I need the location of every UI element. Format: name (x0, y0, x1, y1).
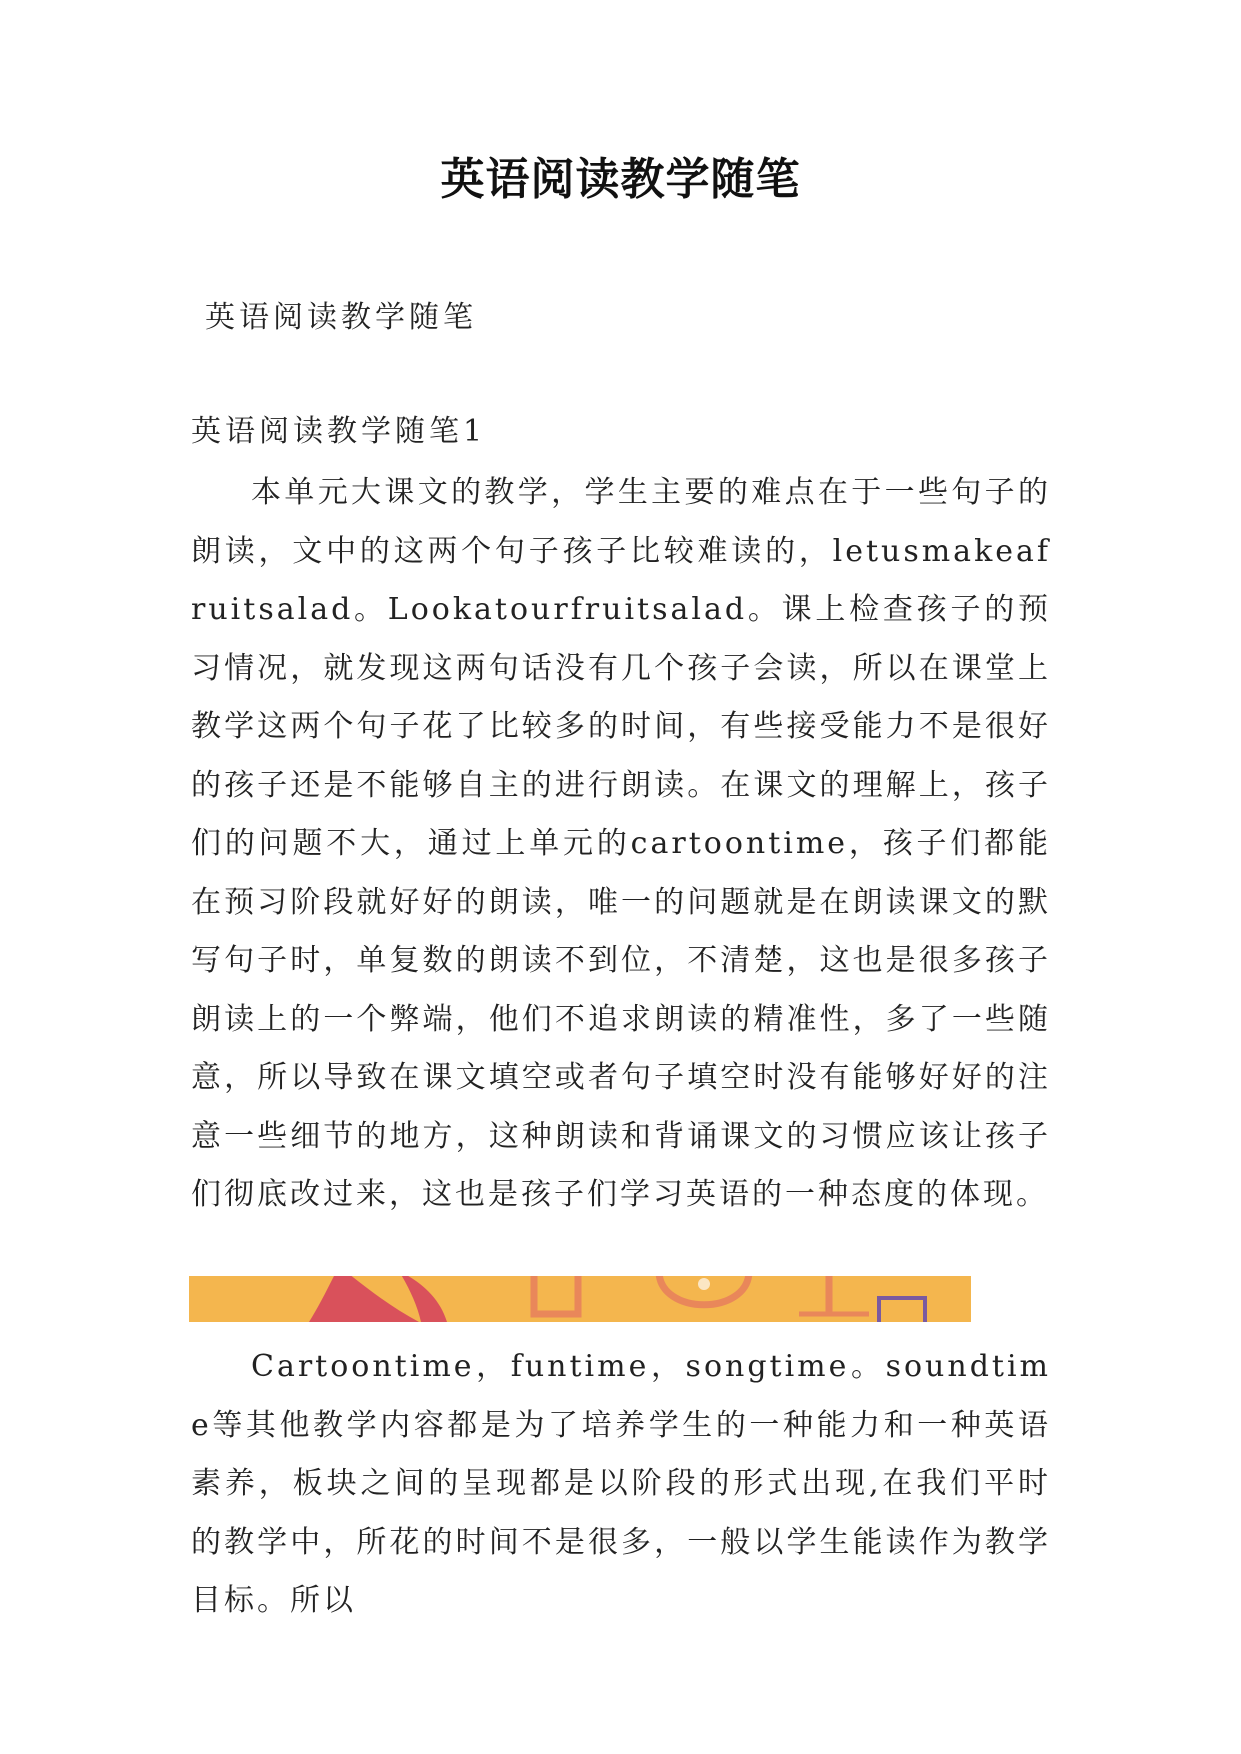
cartoon-illustration-icon (189, 1276, 971, 1322)
paragraph: Cartoontime，funtime，songtime。soundtime等其他教学内容都是为了培养学生的一种能力和一种英语素养，板块之间的呈现都是以阶段的形式出现,在我们平时的教学中，所花的时间不是很多，一般以学生能读作为教学目标。所以 (191, 1349, 1051, 1618)
embedded-image-strip (189, 1276, 971, 1322)
document-subtitle: 英语阅读教学随笔 (205, 300, 477, 335)
document-title: 英语阅读教学随笔 (440, 154, 801, 205)
paragraph: 本单元大课文的教学，学生主要的难点在于一些句子的朗读，文中的这两个句子孩子比较难读的，letusmakeafruitsalad。Lookatourfruitsalad。课上检查孩子的预习情况，就发现这两句话没有几个孩子会读，所以在课堂上教学这两个句子花了比较多的时间，有些接受能力不是很好的孩子还是不能够自主的进行朗读。在课文的理解上，孩子们的问题不大，通过上单元的cartoontime，孩子们都能在预习阶段就好好的朗读，唯一的问题就是在朗读课文的默写句子时，单复数的朗读不到位，不清楚，这也是很多孩子朗读上的一个弊端，他们不追求朗读的精准性，多了一些随意，所以导致在课文填空或者句子填空时没有能够好好的注意一些细节的地方，这种朗读和背诵课文的习惯应该让孩子们彻底改过来，这也是孩子们学习英语的一种态度的体现。 (191, 475, 1051, 1212)
section-heading: 英语阅读教学随笔1 (191, 414, 487, 449)
paragraph-block-2 (191, 1338, 1051, 1631)
paragraph-block-1 (191, 464, 1051, 1225)
